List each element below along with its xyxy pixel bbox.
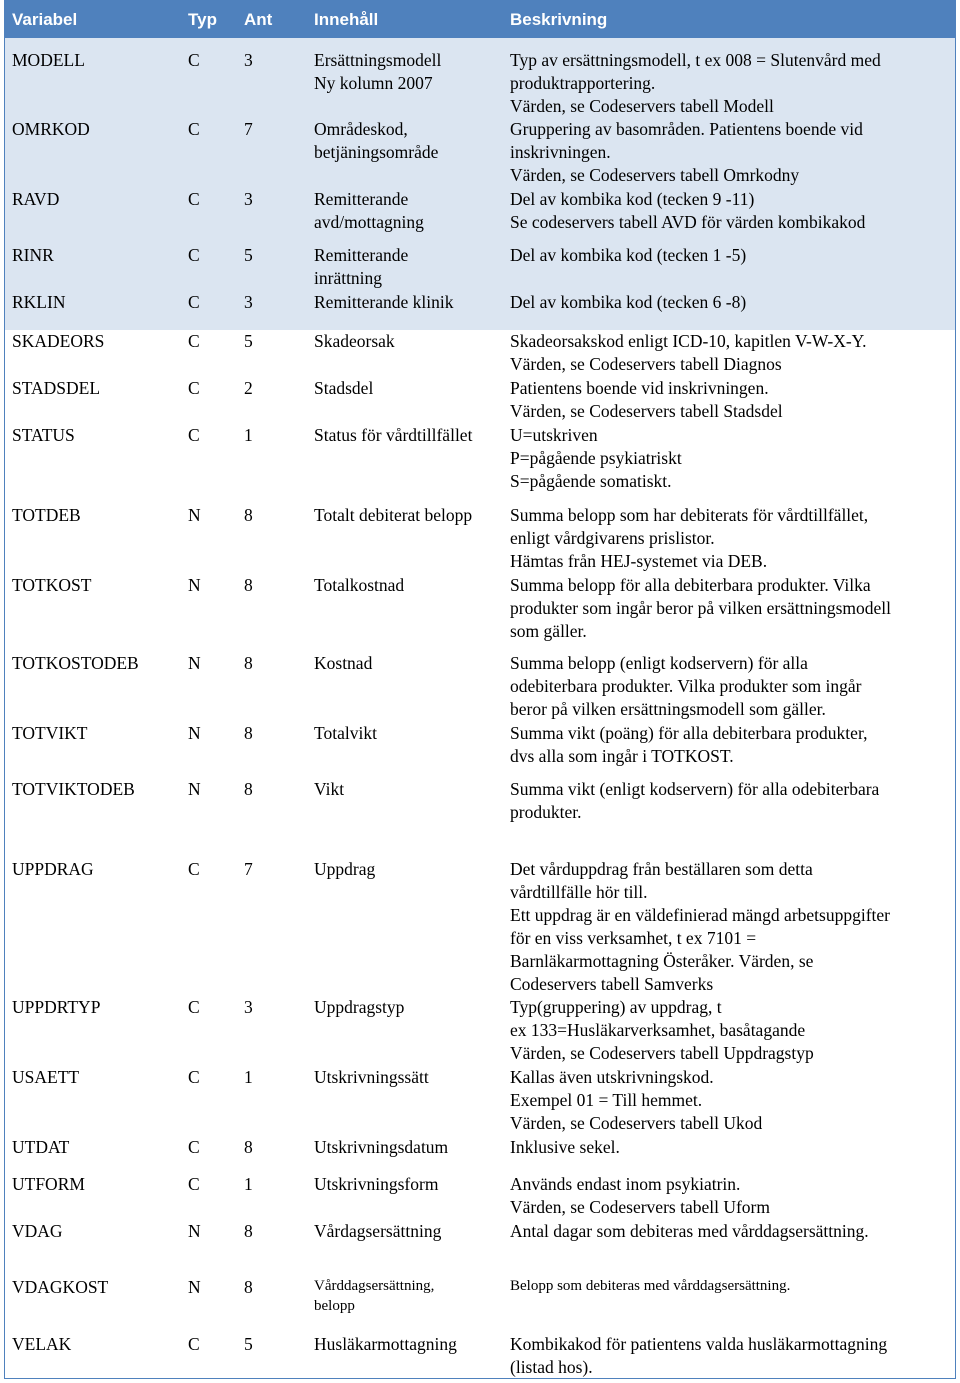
table-header-row (4, 0, 956, 38)
cell-ant: 3 (236, 38, 306, 118)
cell-typ: N (188, 1221, 201, 1241)
innehall-line: Ersättningsmodell (314, 50, 442, 70)
cell-typ: C (180, 244, 236, 291)
innehall-line: Totalvikt (314, 723, 377, 743)
cell-ant: 8 (244, 653, 253, 673)
cell-innehall (306, 996, 502, 1066)
table-row (4, 574, 956, 652)
cell-variabel: VELAK (12, 1334, 72, 1354)
cell-beskrivning (502, 244, 956, 291)
cell-ant: 8 (244, 779, 253, 799)
cell-variabel: UTDAT (12, 1137, 70, 1157)
beskrivning-line: Del av kombika kod (tecken 1 -5) (510, 245, 747, 265)
cell-innehall (306, 330, 502, 377)
cell-variabel: RAVD (4, 188, 180, 244)
innehall-line: Utskrivningssätt (314, 1067, 429, 1087)
cell-typ: C (188, 378, 200, 398)
cell-typ: C (180, 188, 236, 244)
cell-variabel: SKADEORS (12, 331, 105, 351)
cell-ant: 8 (244, 505, 253, 525)
beskrivning-line: Codeservers tabell Samverks (510, 974, 714, 994)
cell-innehall (306, 652, 502, 722)
cell-variabel: UPPDRTYP (12, 997, 101, 1017)
beskrivning-line: produkter. (510, 802, 582, 822)
cell-innehall (306, 291, 502, 330)
cell-ant: 2 (244, 378, 253, 398)
innehall-line: Uppdrag (314, 859, 376, 879)
cell-beskrivning (502, 377, 956, 424)
cell-innehall (306, 1276, 502, 1333)
cell-typ: C (188, 1137, 200, 1157)
cell-innehall (306, 778, 502, 858)
cell-typ: N (188, 1277, 201, 1297)
beskrivning-line: Se codeservers tabell AVD för värden kombikakod (510, 212, 866, 232)
beskrivning-line: Typ(gruppering) av uppdrag, t (510, 997, 722, 1017)
beskrivning-line: Värden, se Codeservers tabell Omrkodny (510, 165, 800, 185)
beskrivning-line: Belopp som debiteras med vårddagsersättning. (510, 1278, 791, 1294)
cell-variabel: TOTKOSTODEB (12, 653, 139, 673)
variables-table (4, 0, 956, 1383)
header-variabel: Variabel (4, 0, 180, 38)
cell-beskrivning (502, 778, 956, 858)
table-row (4, 778, 956, 858)
cell-ant: 1 (244, 425, 253, 445)
beskrivning-line: Del av kombika kod (tecken 6 -8) (510, 292, 747, 312)
header-ant: Ant (236, 0, 306, 38)
beskrivning-line: Gruppering av basområden. Patientens boende vid (510, 119, 863, 139)
beskrivning-line: P=pågående psykiatriskt (510, 448, 682, 468)
beskrivning-line: Värden, se Codeservers tabell Uppdragstyp (510, 1043, 814, 1063)
cell-typ: N (188, 575, 201, 595)
cell-innehall (306, 722, 502, 778)
cell-innehall (306, 574, 502, 652)
beskrivning-line: vårdtillfälle hör till. (510, 882, 648, 902)
cell-innehall (306, 377, 502, 424)
cell-beskrivning (502, 574, 956, 652)
cell-innehall (306, 1136, 502, 1173)
cell-typ: C (188, 1174, 200, 1194)
innehall-line: betjäningsområde (314, 142, 439, 162)
table-row (4, 1066, 956, 1136)
table-row (4, 424, 956, 504)
cell-variabel: MODELL (4, 38, 180, 118)
table-row (4, 722, 956, 778)
cell-typ: C (188, 859, 200, 879)
innehall-line: Status för vårdtillfället (314, 425, 473, 445)
cell-ant: 8 (244, 1277, 253, 1297)
cell-beskrivning (502, 1276, 956, 1333)
beskrivning-line: Summa belopp för alla debiterbara produkter. Vilka (510, 575, 871, 595)
table-row (4, 377, 956, 424)
table-row (4, 244, 956, 291)
beskrivning-line: Summa belopp som har debiterats för vårdtillfället, (510, 505, 869, 525)
cell-beskrivning (502, 424, 956, 504)
cell-typ: C (188, 997, 200, 1017)
innehall-line: Remitterande klinik (314, 292, 454, 312)
table-row (4, 1276, 956, 1333)
innehall-line: Vikt (314, 779, 345, 799)
beskrivning-line: Inklusive sekel. (510, 1137, 620, 1157)
table-row (4, 330, 956, 377)
cell-variabel: STADSDEL (12, 378, 101, 398)
cell-variabel: UTFORM (12, 1174, 85, 1194)
innehall-line: Vårddagsersättning, (314, 1278, 435, 1294)
beskrivning-line: Summa vikt (poäng) för alla debiterbara produkter, (510, 723, 868, 743)
cell-innehall (306, 858, 502, 996)
cell-innehall (306, 424, 502, 504)
innehall-line: Totalt debiterat belopp (314, 505, 473, 525)
cell-typ: C (188, 1067, 200, 1087)
table-row (4, 188, 956, 244)
beskrivning-line: Typ av ersättningsmodell, t ex 008 = Slutenvård med (510, 50, 881, 70)
cell-variabel: UPPDRAG (12, 859, 94, 879)
beskrivning-line: Antal dagar som debiteras med vårddagsersättning. (510, 1221, 869, 1241)
innehall-line: Husläkarmottagning (314, 1334, 457, 1354)
table-row (4, 1333, 956, 1383)
cell-variabel: TOTVIKTODEB (12, 779, 135, 799)
cell-variabel: TOTDEB (12, 505, 81, 525)
beskrivning-line: Barnläkarmottagning Österåker. Värden, se (510, 951, 814, 971)
beskrivning-line: U=utskriven (510, 425, 598, 445)
table-row (4, 1220, 956, 1276)
cell-ant: 7 (236, 118, 306, 188)
cell-beskrivning (502, 1173, 956, 1220)
innehall-line: Utskrivningsform (314, 1174, 439, 1194)
beskrivning-line: Värden, se Codeservers tabell Modell (510, 96, 774, 116)
beskrivning-line: Summa belopp (enligt kodservern) för alla (510, 653, 808, 673)
beskrivning-line: (listad hos). (510, 1357, 593, 1377)
cell-beskrivning (502, 1333, 956, 1383)
cell-variabel: VDAGKOST (12, 1277, 109, 1297)
innehall-line: Kostnad (314, 653, 373, 673)
cell-beskrivning (502, 652, 956, 722)
cell-ant: 5 (236, 244, 306, 291)
cell-typ: C (180, 291, 236, 330)
beskrivning-line: Ett uppdrag är en väldefinierad mängd arbetsuppgifter (510, 905, 890, 925)
table-row (4, 291, 956, 330)
cell-ant: 5 (244, 1334, 253, 1354)
innehall-line: Remitterande (314, 245, 409, 265)
cell-innehall (306, 188, 502, 244)
cell-typ: C (188, 425, 200, 445)
cell-beskrivning (502, 1136, 956, 1173)
cell-ant: 1 (244, 1174, 253, 1194)
cell-variabel: USAETT (12, 1067, 80, 1087)
cell-innehall (306, 38, 502, 118)
cell-ant: 3 (244, 997, 253, 1017)
header-innehall: Innehåll (306, 0, 502, 38)
cell-ant: 3 (236, 291, 306, 330)
cell-typ: N (188, 723, 201, 743)
cell-typ: C (180, 38, 236, 118)
cell-typ: C (180, 118, 236, 188)
beskrivning-line: beror på vilken ersättningsmodell som gäller. (510, 699, 826, 719)
beskrivning-line: ex 133=Husläkarverksamhet, basåtagande (510, 1020, 806, 1040)
cell-beskrivning (502, 330, 956, 377)
beskrivning-line: Skadeorsakskod enligt ICD-10, kapitlen V-W-X-Y. (510, 331, 867, 351)
cell-innehall (306, 244, 502, 291)
cell-beskrivning (502, 188, 956, 244)
beskrivning-line: Värden, se Codeservers tabell Ukod (510, 1113, 763, 1133)
beskrivning-line: Används endast inom psykiatrin. (510, 1174, 741, 1194)
beskrivning-line: produkter som ingår beror på vilken ersättningsmodell (510, 598, 892, 618)
beskrivning-line: S=pågående somatiskt. (510, 471, 672, 491)
cell-variabel: TOTKOST (12, 575, 92, 595)
beskrivning-line: Värden, se Codeservers tabell Stadsdel (510, 401, 783, 421)
header-beskrivning: Beskrivning (502, 0, 956, 38)
cell-beskrivning (502, 291, 956, 330)
beskrivning-line: Patientens boende vid inskrivningen. (510, 378, 769, 398)
cell-typ: C (188, 1334, 200, 1354)
beskrivning-line: odebiterbara produkter. Vilka produkter som ingår (510, 676, 862, 696)
cell-innehall (306, 1333, 502, 1383)
beskrivning-line: Värden, se Codeservers tabell Uform (510, 1197, 770, 1217)
beskrivning-line: Del av kombika kod (tecken 9 -11) (510, 189, 755, 209)
innehall-line: Remitterande (314, 189, 409, 209)
table-row (4, 504, 956, 574)
innehall-line: Stadsdel (314, 378, 374, 398)
table-row (4, 1136, 956, 1173)
table-row (4, 1173, 956, 1220)
beskrivning-line: Det vårduppdrag från beställaren som detta (510, 859, 813, 879)
innehall-line: Vårdagsersättning (314, 1221, 442, 1241)
innehall-line: belopp (314, 1298, 355, 1314)
cell-beskrivning (502, 1066, 956, 1136)
cell-variabel: VDAG (12, 1221, 63, 1241)
innehall-line: inrättning (314, 268, 383, 288)
cell-beskrivning (502, 504, 956, 574)
innehall-line: Uppdragstyp (314, 997, 405, 1017)
beskrivning-line: inskrivningen. (510, 142, 611, 162)
cell-typ: C (188, 331, 200, 351)
beskrivning-line: produktrapportering. (510, 73, 656, 93)
beskrivning-line: Kallas även utskrivningskod. (510, 1067, 714, 1087)
header-typ: Typ (180, 0, 236, 38)
cell-innehall (306, 1066, 502, 1136)
table-row (4, 996, 956, 1066)
cell-beskrivning (502, 858, 956, 996)
cell-innehall (306, 1220, 502, 1276)
cell-innehall (306, 504, 502, 574)
cell-variabel: RINR (4, 244, 180, 291)
innehall-line: Områdeskod, (314, 119, 408, 139)
cell-variabel: OMRKOD (4, 118, 180, 188)
innehall-line: Utskrivningsdatum (314, 1137, 449, 1157)
table-row (4, 118, 956, 188)
table-row (4, 38, 956, 118)
cell-ant: 5 (244, 331, 253, 351)
beskrivning-line: Kombikakod för patientens valda husläkarmottagning (510, 1334, 888, 1354)
cell-ant: 8 (244, 575, 253, 595)
cell-beskrivning (502, 118, 956, 188)
cell-variabel: RKLIN (4, 291, 180, 330)
beskrivning-line: enligt vårdgivarens prislistor. (510, 528, 715, 548)
cell-typ: N (188, 505, 201, 525)
cell-typ: N (188, 779, 201, 799)
innehall-line: Ny kolumn 2007 (314, 73, 433, 93)
innehall-line: Totalkostnad (314, 575, 405, 595)
innehall-line: Skadeorsak (314, 331, 395, 351)
table-row (4, 858, 956, 996)
cell-variabel: STATUS (12, 425, 75, 445)
beskrivning-line: Exempel 01 = Till hemmet. (510, 1090, 703, 1110)
cell-ant: 8 (244, 1221, 253, 1241)
cell-ant: 1 (244, 1067, 253, 1087)
beskrivning-line: för en viss verksamhet, t ex 7101 = (510, 928, 757, 948)
cell-beskrivning (502, 996, 956, 1066)
cell-innehall (306, 118, 502, 188)
beskrivning-line: Hämtas från HEJ-systemet via DEB. (510, 551, 768, 571)
cell-ant: 7 (244, 859, 253, 879)
cell-beskrivning (502, 722, 956, 778)
table-row (4, 652, 956, 722)
cell-ant: 3 (236, 188, 306, 244)
cell-innehall (306, 1173, 502, 1220)
beskrivning-line: som gäller. (510, 621, 587, 641)
beskrivning-line: dvs alla som ingår i TOTKOST. (510, 746, 734, 766)
cell-ant: 8 (244, 723, 253, 743)
beskrivning-line: Värden, se Codeservers tabell Diagnos (510, 354, 782, 374)
cell-typ: N (188, 653, 201, 673)
cell-variabel: TOTVIKT (12, 723, 88, 743)
cell-beskrivning (502, 38, 956, 118)
cell-beskrivning (502, 1220, 956, 1276)
cell-ant: 8 (244, 1137, 253, 1157)
innehall-line: avd/mottagning (314, 212, 424, 232)
beskrivning-line: Summa vikt (enligt kodservern) för alla odebiterbara (510, 779, 880, 799)
